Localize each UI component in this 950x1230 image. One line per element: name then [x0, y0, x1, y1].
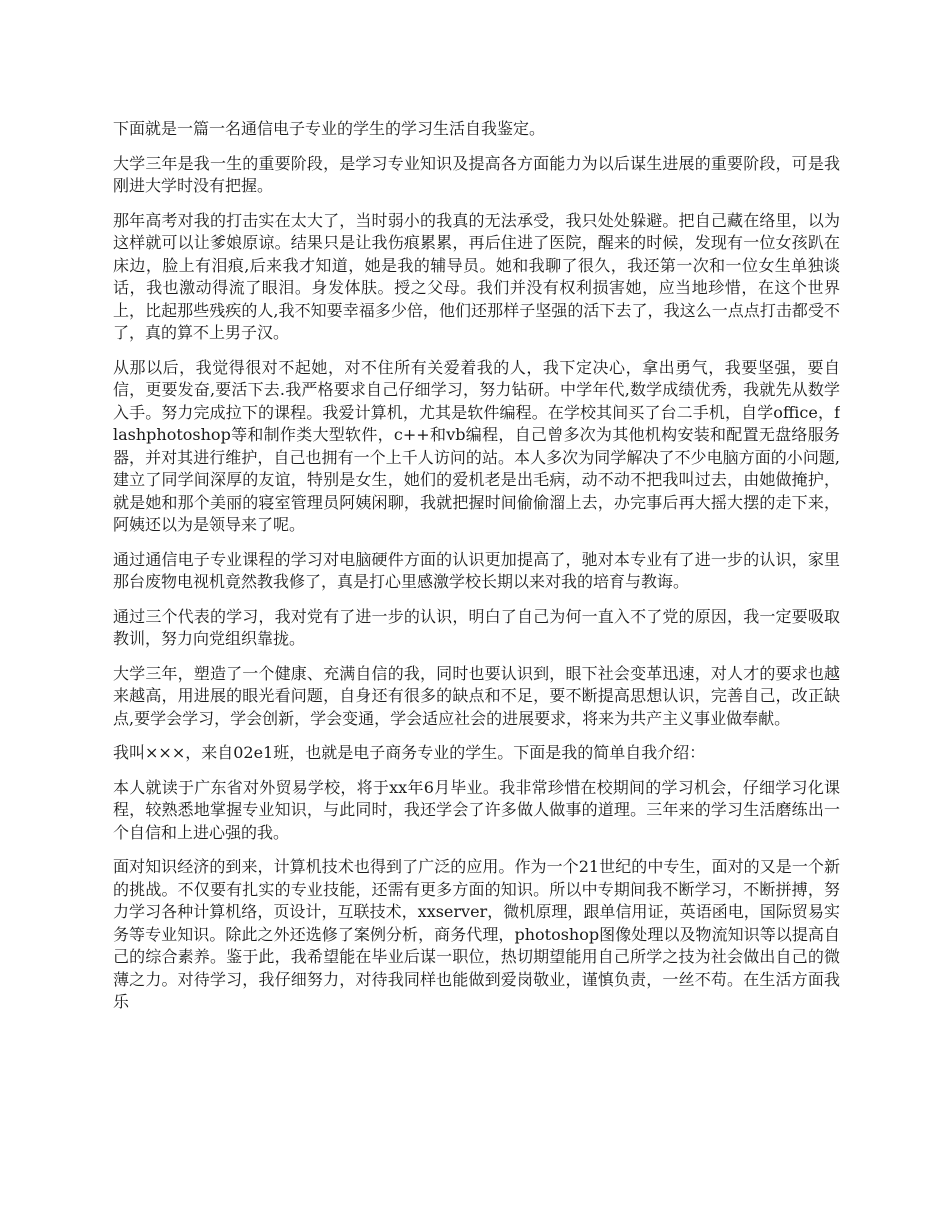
paragraph-party-study: 通过三个代表的学习，我对党有了进一步的认识，明白了自己为何一直入不了党的原因，我一定要吸取教训，努力向党组织靠拢。 — [113, 606, 840, 648]
paragraph-determination: 从那以后，我觉得很对不起她，对不住所有关爱着我的人，我下定决心，拿出勇气，我要坚强，要自信，更要发奋,要活下去.我严格要求自己仔细学习，努力钻研。中学年代,数学成绩优秀，我就先从数学入手。努力完成拉下的课程。我爱计算机，尤其是软件编程。在学校其间买了台二手机，自学office，flashphotoshop等和制作类大型软件，c++和vb编程，自己曾多次为其他机构安装和配置无盘络服务器，并对其进行维护，自己也拥有一个上千人访问的站。本人多次为同学解决了不少电脑方面的小问题,建立了同学间深厚的友谊，特别是女生，她们的爱机老是出毛病，动不动不把我叫过去，由她做掩护，就是她和那个美丽的寝室管理员阿姨闲聊，我就把握时间偷偷溜上去，办完事后再大摇大摆的走下来，阿姨还以为是领导来了呢。 — [113, 357, 840, 534]
paragraph-exam-setback: 那年高考对我的打击实在太大了，当时弱小的我真的无法承受，我只处处躲避。把自己藏在络里，以为这样就可以让爹娘原谅。结果只是让我伤痕累累，再后住进了医院，醒来的时候，发现有一位女孩趴在床边，脸上有泪痕,后来我才知道，她是我的辅导员。她和我聊了很久，我还第一次和一位女生单独谈话，我也激动得流了眼泪。身发体肤。授之父母。我们并没有权利损害她，应当地珍惜，在这个世界上，比起那些残疾的人,我不知要幸福多少倍，他们还那样子坚强的活下去了，我这么一点点打击都受不了，真的算不上男子汉。 — [113, 210, 840, 342]
paragraph-self-intro: 我叫×××，来自02e1班，也就是电子商务专业的学生。下面是我的简单自我介绍： — [113, 743, 706, 762]
paragraph-university-stage: 大学三年是我一生的重要阶段，是学习专业知识及提高各方面能力为以后谋生进展的重要阶段，可是我刚进大学时没有把握。 — [113, 153, 840, 195]
paragraph-three-years: 大学三年，塑造了一个健康、充满自信的我，同时也要认识到，眼下社会变革迅速，对人才的要求也越来越高，用进展的眼光看问题，自身还有很多的缺点和不足，要不断提高思想认识，完善自己，改正缺点,要学会学习，学会创新，学会变通，学会适应社会的进展要求，将来为共产主义事业做奉献。 — [113, 663, 840, 728]
paragraph-major-study: 通过通信电子专业课程的学习对电脑硬件方面的认识更加提高了，驰对本专业有了进一步的认识，家里那台废物电视机竟然教我修了，真是打心里感激学校长期以来对我的培育与教诲。 — [113, 549, 840, 591]
paragraph-school: 本人就读于广东省对外贸易学校，将于xx年6月毕业。我非常珍惜在校期间的学习机会，仔细学习化课程，较熟悉地掌握专业知识，与此同时，我还学会了许多做人做事的道理。三年来的学习生活磨练出一个自信和上进心强的我。 — [113, 777, 840, 842]
paragraph-knowledge-economy: 面对知识经济的到来，计算机技术也得到了广泛的应用。作为一个21世纪的中专生，面对的又是一个新的挑战。不仅要有扎实的专业技能，还需有更多方面的知识。所以中专期间我不断学习，不断拼搏，努力学习各种计算机络，页设计，互联技术，xxserver，微机原理，跟单信用证，英语函电，国际贸易实务等专业知识。除此之外还选修了案例分析，商务代理，photoshop图像处理以及物流知识等以提高自己的综合素养。鉴于此，我希望能在毕业后谋一职位，热切期望能用自己所学之技为社会做出自己的微薄之力。对待学习，我仔细努力，对待我同样也能做到爱岗敬业，谨慎负责，一丝不苟。在生活方面我乐 — [113, 857, 840, 1011]
document-page — [113, 118, 840, 1230]
paragraph-intro: 下面就是一篇一名通信电子专业的学生的学习生活自我鉴定。 — [113, 119, 546, 138]
